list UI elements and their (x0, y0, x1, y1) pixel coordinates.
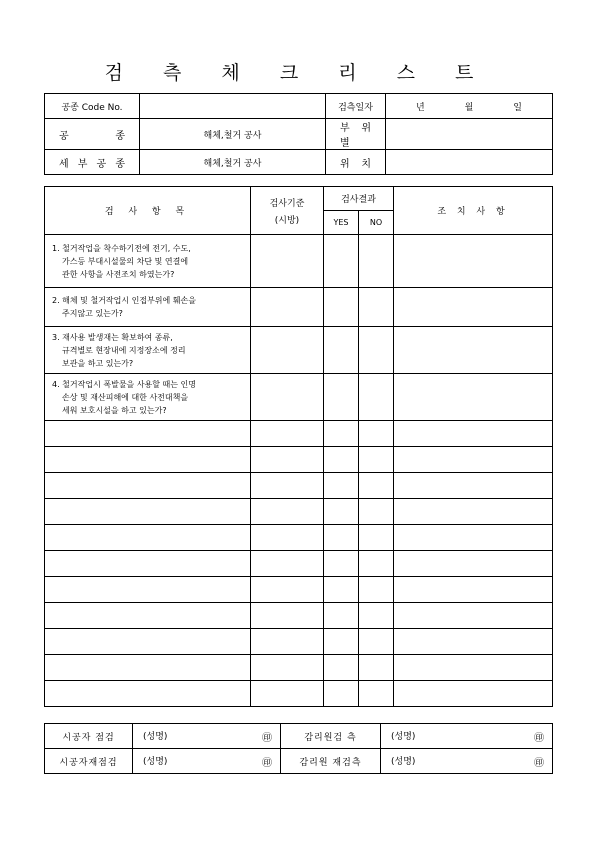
page-title: 검 측 체 크 리 스 트 (104, 62, 491, 84)
check-item-blank[interactable] (45, 655, 251, 681)
action-cell[interactable] (394, 235, 553, 288)
row1-left-label: 시공자 점검 (45, 724, 133, 749)
seal-icon: ㊞ (262, 757, 272, 769)
yes-checkbox[interactable] (324, 525, 359, 551)
no-checkbox[interactable] (359, 499, 394, 525)
yes-checkbox[interactable] (324, 374, 359, 421)
no-checkbox[interactable] (359, 473, 394, 499)
subtrade-value: 해체,철거 공사 (140, 150, 326, 175)
yes-checkbox[interactable] (324, 655, 359, 681)
check-item-blank[interactable] (45, 447, 251, 473)
date-field[interactable] (386, 94, 553, 119)
empty-row (45, 421, 553, 447)
no-checkbox[interactable] (359, 288, 394, 327)
action-cell[interactable] (394, 327, 553, 374)
action-cell[interactable] (394, 447, 553, 473)
standard-cell[interactable] (251, 374, 324, 421)
yes-checkbox[interactable] (324, 551, 359, 577)
standard-cell[interactable] (251, 421, 324, 447)
check-item (45, 235, 251, 288)
yes-checkbox[interactable] (324, 473, 359, 499)
no-checkbox[interactable] (359, 577, 394, 603)
action-cell[interactable] (394, 525, 553, 551)
yes-checkbox[interactable] (324, 327, 359, 374)
no-checkbox[interactable] (359, 681, 394, 707)
check-item-line: 3. 재사용 발생재는 확보하여 종류, (52, 332, 173, 342)
check-item-blank[interactable] (45, 577, 251, 603)
empty-row (45, 655, 553, 681)
part-label: 부 위 별 (326, 119, 386, 150)
action-cell[interactable] (394, 577, 553, 603)
empty-row (45, 629, 553, 655)
info-table (44, 93, 553, 175)
check-item-line: 가스등 부대시설물의 차단 및 연결에 (62, 256, 189, 266)
check-item-line: 관한 사항을 사전조치 하였는가? (62, 269, 175, 279)
standard-cell[interactable] (251, 681, 324, 707)
date-label: 검측일자 (326, 94, 386, 119)
date-year: 년 (415, 102, 425, 113)
empty-row (45, 681, 553, 707)
subtrade-label: 세 부 공 종 (45, 150, 140, 175)
checklist-row (45, 327, 553, 374)
standard-cell[interactable] (251, 288, 324, 327)
date-day: 일 (513, 102, 522, 113)
row1-left-sign: (성명) (143, 731, 168, 742)
no-header: NO (359, 211, 394, 235)
checklist-table (44, 186, 553, 707)
no-checkbox[interactable] (359, 551, 394, 577)
empty-row (45, 577, 553, 603)
check-item-line: 1. 철거작업을 착수하기전에 전기, 수도, (52, 243, 191, 253)
empty-row (45, 447, 553, 473)
check-item-blank[interactable] (45, 473, 251, 499)
row2-right-sign: (성명) (391, 756, 416, 767)
seal-icon: ㊞ (534, 757, 544, 769)
check-item (45, 374, 251, 421)
check-item-line: 세워 보호시설을 하고 있는가? (62, 405, 167, 415)
yes-checkbox[interactable] (324, 681, 359, 707)
standard-cell[interactable] (251, 235, 324, 288)
action-cell[interactable] (394, 421, 553, 447)
row1-left-sign-field[interactable] (133, 724, 281, 749)
action-cell[interactable] (394, 499, 553, 525)
standard-cell[interactable] (251, 603, 324, 629)
checklist-row (45, 288, 553, 327)
empty-row (45, 603, 553, 629)
action-header: 조 치 사 항 (394, 187, 553, 235)
row1-right-sign-field[interactable] (381, 724, 553, 749)
row1-right-label: 감리원검 측 (281, 724, 381, 749)
yes-checkbox[interactable] (324, 288, 359, 327)
checklist-row (45, 235, 553, 288)
check-item-line: 주지않고 있는가? (62, 309, 123, 318)
no-checkbox[interactable] (359, 421, 394, 447)
row2-right-label: 감리원 재검측 (281, 749, 381, 774)
check-item-blank[interactable] (45, 551, 251, 577)
check-item-blank[interactable] (45, 525, 251, 551)
standard-cell[interactable] (251, 327, 324, 374)
action-cell[interactable] (394, 473, 553, 499)
standard-header-line1: 검사기준 (269, 198, 305, 209)
date-month: 월 (464, 102, 474, 113)
action-cell[interactable] (394, 629, 553, 655)
no-checkbox[interactable] (359, 655, 394, 681)
check-item-line: 보관을 하고 있는가? (62, 358, 134, 368)
yes-checkbox[interactable] (324, 235, 359, 288)
empty-row (45, 473, 553, 499)
no-checkbox[interactable] (359, 327, 394, 374)
no-checkbox[interactable] (359, 374, 394, 421)
yes-checkbox[interactable] (324, 421, 359, 447)
empty-row (45, 525, 553, 551)
row1-right-sign: (성명) (391, 731, 416, 742)
check-item (45, 327, 251, 374)
no-checkbox[interactable] (359, 525, 394, 551)
standard-header (251, 187, 324, 235)
row2-right-sign-field[interactable] (381, 749, 553, 774)
standard-cell[interactable] (251, 447, 324, 473)
action-cell[interactable] (394, 603, 553, 629)
code-field[interactable] (140, 94, 326, 119)
yes-checkbox[interactable] (324, 447, 359, 473)
check-item-blank[interactable] (45, 499, 251, 525)
empty-row (45, 499, 553, 525)
no-checkbox[interactable] (359, 447, 394, 473)
action-cell[interactable] (394, 551, 553, 577)
action-cell[interactable] (394, 374, 553, 421)
standard-cell[interactable] (251, 473, 324, 499)
code-label: 공종 Code No. (45, 94, 140, 119)
action-cell[interactable] (394, 655, 553, 681)
check-item-line: 손상 및 재산피해에 대한 사전대책을 (62, 392, 189, 402)
row2-left-sign-field[interactable] (133, 749, 281, 774)
no-checkbox[interactable] (359, 603, 394, 629)
trade-label: 공 종 (45, 119, 140, 150)
yes-checkbox[interactable] (324, 577, 359, 603)
signature-table (44, 723, 553, 774)
yes-checkbox[interactable] (324, 629, 359, 655)
no-checkbox[interactable] (359, 235, 394, 288)
checklist-row (45, 374, 553, 421)
result-header: 검사결과 (324, 187, 394, 211)
check-item-line: 4. 철거작업시 폭발물을 사용할 때는 인명 (52, 379, 196, 389)
standard-header-line2: (시방) (274, 215, 300, 226)
location-field[interactable] (386, 150, 553, 175)
standard-cell[interactable] (251, 655, 324, 681)
check-item-blank[interactable] (45, 603, 251, 629)
empty-row (45, 551, 553, 577)
check-item-line: 2. 해체 및 철거작업시 인접부위에 훼손을 (52, 296, 196, 305)
yes-checkbox[interactable] (324, 603, 359, 629)
row2-left-sign: (성명) (143, 756, 168, 767)
standard-cell[interactable] (251, 577, 324, 603)
check-item (45, 288, 251, 327)
part-field[interactable] (386, 119, 553, 150)
check-item-line: 규격별로 현장내에 지정장소에 정리 (62, 345, 186, 355)
yes-checkbox[interactable] (324, 499, 359, 525)
location-label: 위 치 (326, 150, 386, 175)
standard-cell[interactable] (251, 629, 324, 655)
check-item-blank[interactable] (45, 681, 251, 707)
action-cell[interactable] (394, 288, 553, 327)
check-item-blank[interactable] (45, 629, 251, 655)
no-checkbox[interactable] (359, 629, 394, 655)
standard-cell[interactable] (251, 525, 324, 551)
item-header: 검 사 항 목 (45, 187, 251, 235)
standard-cell[interactable] (251, 551, 324, 577)
seal-icon: ㊞ (534, 732, 544, 744)
action-cell[interactable] (394, 681, 553, 707)
seal-icon: ㊞ (262, 732, 272, 744)
row2-left-label: 시공자재점검 (45, 749, 133, 774)
yes-header: YES (324, 211, 359, 235)
standard-cell[interactable] (251, 499, 324, 525)
check-item-blank[interactable] (45, 421, 251, 447)
trade-value: 해체,철거 공사 (140, 119, 326, 150)
